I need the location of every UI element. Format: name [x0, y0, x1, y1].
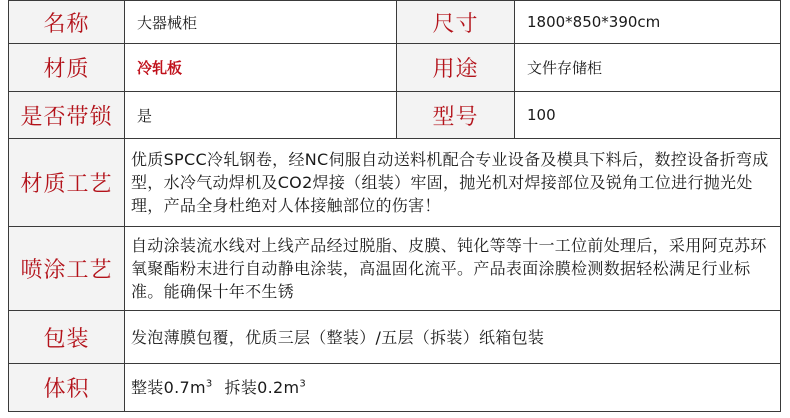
model-label: 型号 [397, 92, 515, 139]
volume-value [125, 364, 781, 412]
material-label: 材质 [9, 44, 125, 92]
usage-value: 文件存储柜 [515, 44, 781, 92]
spec-row-packaging [9, 311, 781, 364]
packaging-value: 发泡薄膜包覆，优质三层（整装）/五层（拆装）纸箱包装 [125, 311, 781, 364]
model-value: 100 [515, 92, 781, 139]
lock-value: 是 [125, 92, 397, 139]
usage-label: 用途 [397, 44, 515, 92]
volume-label: 体积 [9, 364, 125, 412]
volume-knockdown-exponent: 3 [299, 378, 307, 390]
spec-row-lock-model [9, 92, 781, 139]
size-value: 1800*850*390cm [515, 1, 781, 44]
product-spec-table [8, 0, 781, 412]
spec-row-volume [9, 364, 781, 412]
name-label: 名称 [9, 1, 125, 44]
volume-assembled: 整装0.7m [131, 378, 206, 397]
spec-row-material-usage [9, 44, 781, 92]
volume-knockdown: 拆装0.2m [224, 378, 300, 397]
process-value: 优质SPCC冷轧钢卷，经NC伺服自动送料机配合专业设备及模具下料后，数控设备折弯成型，水冷气动焊机及CO2焊接（组装）牢固，抛光机对焊接部位及锐角工位进行抛光处理，产品全身杜绝对人体接触部位的伤害！ [125, 139, 781, 227]
spec-row-name-size [9, 1, 781, 44]
volume-assembled-exponent: 3 [205, 378, 213, 390]
process-label: 材质工艺 [9, 139, 125, 227]
coating-value: 自动涂装流水线对上线产品经过脱脂、皮膜、钝化等等十一工位前处理后，采用阿克苏环氧聚酯粉末进行自动静电涂装，高温固化流平。产品表面涂膜检测数据轻松满足行业标准。能确保十年不生锈 [125, 227, 781, 311]
material-value: 冷轧板 [125, 44, 397, 92]
coating-label: 喷涂工艺 [9, 227, 125, 311]
lock-label: 是否带锁 [9, 92, 125, 139]
spec-row-coating [9, 227, 781, 311]
size-label: 尺寸 [397, 1, 515, 44]
packaging-label: 包装 [9, 311, 125, 364]
spec-row-process [9, 139, 781, 227]
name-value: 大器械柜 [125, 1, 397, 44]
